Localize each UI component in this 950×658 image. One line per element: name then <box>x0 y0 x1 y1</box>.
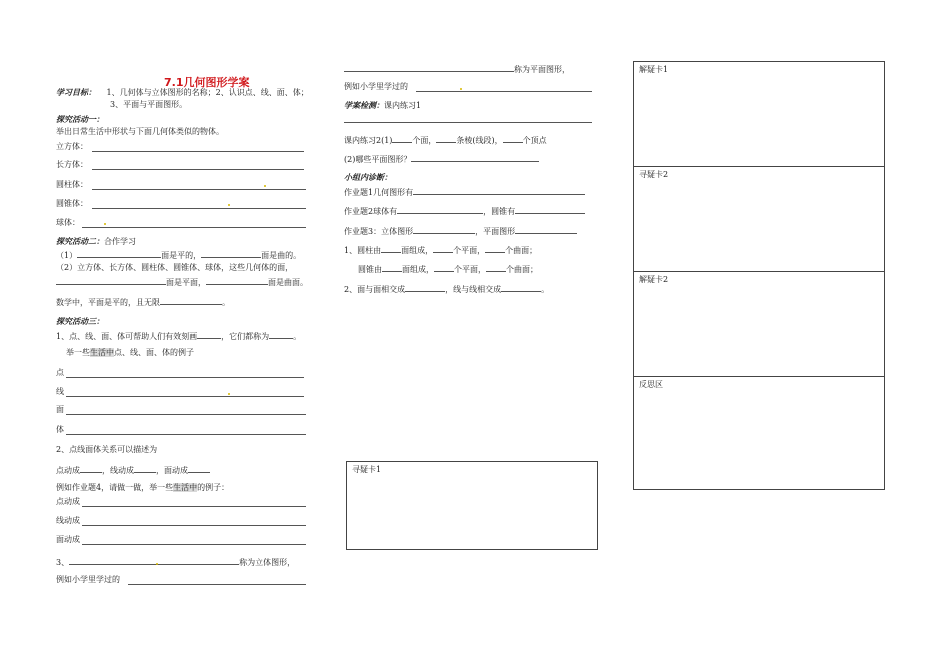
hw1-blank[interactable] <box>413 186 585 195</box>
rel-blank-1[interactable] <box>80 464 102 473</box>
elem-plane-blank[interactable] <box>66 414 306 415</box>
ex2-blank-1[interactable] <box>392 134 412 143</box>
answer-card-2-label: 解疑卡2 <box>639 275 669 284</box>
act2-line3-mid: 面是平面， <box>166 278 206 287</box>
cone-curved: 个曲面； <box>506 265 538 274</box>
relation-title: 2、点线面体关系可以描述为 <box>56 445 158 454</box>
cyl-faces: 面组成， <box>401 246 434 255</box>
cyl-planes: 个平面， <box>453 246 486 255</box>
goal-line-1: 1、几何体与立体图形的名称；2、认识点、线、面、体； <box>106 88 309 97</box>
act2-blank-2[interactable] <box>201 249 261 258</box>
reflection-area-label: 反思区 <box>639 380 663 389</box>
elem-point-label: 点 <box>56 368 64 377</box>
act3-line1-text: 1、点、线、面、体可帮助人们有效刻画 <box>56 332 198 341</box>
hw2-blank-2[interactable] <box>515 205 585 214</box>
act2-blank-4[interactable] <box>206 276 268 285</box>
hw2-blank-1[interactable] <box>397 205 483 214</box>
ex2-q2-text: (2)哪些平面图形？ <box>344 155 412 164</box>
act3-line2-suffix: 点、线、面、体的例子 <box>114 348 194 357</box>
cyl-prefix: 1、圆柱由 <box>344 246 382 255</box>
solid-cuboid-label: 长方体： <box>56 160 88 169</box>
activity-3-label: 探究活动三： <box>56 316 104 326</box>
q3-line <box>56 556 295 568</box>
solid-cone-label: 圆锥体： <box>56 199 88 208</box>
activity-2-line-2: （2）立方体、长方体、圆柱体、圆锥体、球体，这些几何体的面， <box>56 263 294 272</box>
act3-line1-end: 。 <box>293 332 302 341</box>
hw3-blank-2[interactable] <box>515 225 577 234</box>
cone-faces: 面组成， <box>402 265 434 274</box>
activity-1-prompt: 举出日常生活中形状与下面几何体类似的物体。 <box>56 127 224 136</box>
doubt-card-1-label: 寻疑卡1 <box>352 465 382 474</box>
hw3-line <box>344 225 577 237</box>
activity-2-suffix: 合作学习 <box>104 237 136 246</box>
act3-blank-2[interactable] <box>269 330 293 339</box>
act2-item-1-prefix: （1） <box>56 251 78 260</box>
elem-plane-label: 面 <box>56 405 64 414</box>
elem-line-label: 线 <box>56 387 64 396</box>
hw3-plane: ，平面图形 <box>475 227 516 236</box>
activity-2-heading <box>56 236 136 247</box>
hw2-line <box>344 205 585 217</box>
example-text-c: 的例子： <box>197 483 230 492</box>
activity-2-line-3 <box>56 276 308 288</box>
motion-point-blank[interactable] <box>82 506 306 507</box>
cone-prefix: 圆锥由 <box>358 265 382 274</box>
example-text-a: 例如作业题4，请做一做，举 <box>56 483 158 492</box>
speck-1 <box>264 185 266 187</box>
doubt-card-1[interactable] <box>346 461 598 550</box>
ex2-blank-2[interactable] <box>436 134 456 143</box>
relation-line <box>56 464 210 476</box>
elem-point-blank[interactable] <box>66 377 304 378</box>
activity-2-line-4 <box>56 296 230 308</box>
cone-planes: 个平面， <box>454 265 486 274</box>
hw2-cone: ，圆锥有 <box>483 207 516 216</box>
motion-line-label: 线动成 <box>56 516 80 525</box>
rel-line: ，线动成 <box>102 466 134 475</box>
q3-suffix: 称为立体图形， <box>239 558 296 567</box>
act3-line1-mid: ，它们都称为 <box>221 332 270 341</box>
check-label: 学案检测： <box>344 100 384 110</box>
rel-point: 点动成 <box>56 466 80 475</box>
ex2-q2-blank[interactable] <box>411 153 539 162</box>
cone-blank-2[interactable] <box>434 263 454 272</box>
hw3-solid: 作业题3：立体图形 <box>344 227 414 236</box>
ex2-prefix: 课内练习2(1) <box>344 136 393 145</box>
activity-3-line-2 <box>66 348 194 358</box>
doubt-card-2[interactable] <box>633 166 885 272</box>
inter-blank-1[interactable] <box>405 283 445 292</box>
mid-top-line <box>344 63 570 75</box>
act2-line4-end: 。 <box>222 298 230 307</box>
ex2-vertices: 个顶点 <box>522 136 547 145</box>
act2-blank-5[interactable] <box>160 296 222 305</box>
act3-highlight: 生活中 <box>90 348 114 357</box>
act3-blank-1[interactable] <box>197 330 221 339</box>
motion-plane-blank[interactable] <box>82 544 306 545</box>
elem-line-blank[interactable] <box>66 396 304 397</box>
solid-sphere-label: 球体： <box>56 218 80 227</box>
hw2-sphere: 作业题2球体有 <box>344 207 398 216</box>
ex2-faces: 个面， <box>412 136 437 145</box>
inter-blank-2[interactable] <box>501 283 541 292</box>
q3-example-label: 例如小学里学过的 <box>56 575 120 584</box>
hw1-line <box>344 186 585 198</box>
doubt-card-2-label: 寻疑卡2 <box>639 170 669 179</box>
q3-blank-1[interactable] <box>69 556 239 565</box>
learning-goals <box>56 87 309 98</box>
inter-end: 。 <box>541 285 550 294</box>
motion-plane-label: 面动成 <box>56 535 80 544</box>
answer-card-1[interactable] <box>633 61 885 167</box>
act2-item-1-mid: 面是平的， <box>161 251 202 260</box>
cylinder-line <box>344 244 537 256</box>
inter-mid: ，线与线相交成 <box>445 285 502 294</box>
cyl-blank-2[interactable] <box>433 244 453 253</box>
speck-3 <box>104 223 106 225</box>
mid-top-example: 例如小学里学过的 <box>344 82 408 91</box>
page-title: 7.1几何图形学案 <box>164 76 250 89</box>
elem-solid-label: 体 <box>56 425 64 434</box>
mid-top-example-blank[interactable] <box>416 91 592 92</box>
solid-cone-blank[interactable] <box>92 208 306 209</box>
solid-cube-label: 立方体： <box>56 142 88 151</box>
elem-solid-blank[interactable] <box>66 434 306 435</box>
hw1-text: 作业题1几何图形有 <box>344 188 414 197</box>
cyl-blank-1[interactable] <box>381 244 401 253</box>
example-text-b: 一些 <box>157 483 174 492</box>
example-line <box>56 483 229 493</box>
exercise-2-q2 <box>344 153 539 165</box>
activity-3-line-1 <box>56 330 301 342</box>
example-highlight: 生活中 <box>173 483 198 492</box>
q3-example-blank[interactable] <box>128 584 306 585</box>
cone-line <box>358 263 538 275</box>
activity-2-label: 探究活动二： <box>56 236 104 246</box>
cyl-curved: 个曲面； <box>505 246 538 255</box>
group-diagnosis-label: 小组内诊断： <box>344 172 392 182</box>
solid-sphere-blank[interactable] <box>82 227 306 228</box>
activity-1-label: 探究活动一： <box>56 114 104 124</box>
solid-cube-blank[interactable] <box>92 151 304 152</box>
speck-2 <box>228 204 230 206</box>
goal-label: 学习目标： <box>56 87 96 97</box>
speck-6 <box>460 88 462 90</box>
check-text: 课内练习1 <box>384 101 422 110</box>
rel-plane: ，面动成 <box>156 466 188 475</box>
q3-prefix: 3、 <box>56 558 70 567</box>
reflection-area[interactable] <box>633 376 885 490</box>
speck-4 <box>228 393 230 395</box>
check-blank[interactable] <box>344 122 592 123</box>
mid-top-blank[interactable] <box>344 63 514 72</box>
ex2-edges: 条棱(线段)， <box>456 136 503 145</box>
speck-5 <box>156 563 158 565</box>
intersection-line <box>344 283 549 295</box>
check-line <box>344 100 421 111</box>
cone-blank-3[interactable] <box>486 263 506 272</box>
solid-cylinder-label: 圆柱体： <box>56 180 88 189</box>
act2-line4-text: 数学中，平面是平的，且无限 <box>56 298 160 307</box>
act3-line2-prefix: 举一些 <box>66 348 90 357</box>
mid-top-suffix: 称为平面图形， <box>514 65 570 74</box>
cyl-blank-3[interactable] <box>485 244 505 253</box>
answer-card-2[interactable] <box>633 271 885 377</box>
activity-2-line-1 <box>56 249 301 261</box>
act2-item-1-end: 面是曲的。 <box>261 251 302 260</box>
motion-point-label: 点动成 <box>56 497 80 506</box>
act2-blank-1[interactable] <box>77 249 161 258</box>
exercise-2-line <box>344 134 547 146</box>
solid-cuboid-blank[interactable] <box>92 169 304 170</box>
act2-line3-end: 面是曲面。 <box>268 278 308 287</box>
goal-line-2: 3、平面与平面图形。 <box>110 100 188 109</box>
solid-cylinder-blank[interactable] <box>92 189 306 190</box>
ex2-blank-3[interactable] <box>503 134 523 143</box>
hw3-blank-1[interactable] <box>413 225 475 234</box>
inter-prefix: 2、面与面相交成 <box>344 285 406 294</box>
rel-blank-2[interactable] <box>134 464 156 473</box>
cone-blank-1[interactable] <box>382 263 402 272</box>
act2-blank-3[interactable] <box>56 276 166 285</box>
answer-card-1-label: 解疑卡1 <box>639 65 669 74</box>
motion-line-blank[interactable] <box>82 525 306 526</box>
rel-blank-3[interactable] <box>188 464 210 473</box>
